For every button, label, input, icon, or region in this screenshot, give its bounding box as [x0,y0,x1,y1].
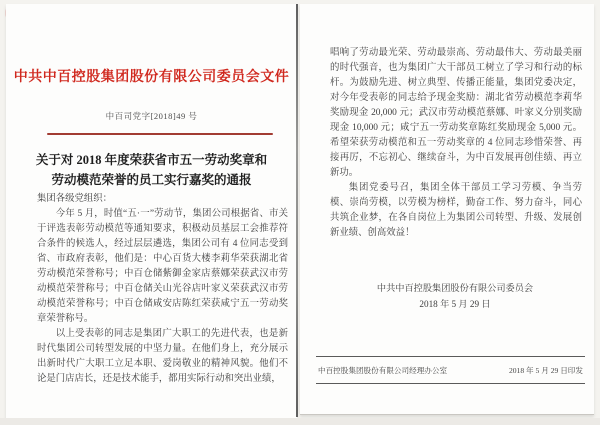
document-title [20,150,283,190]
page2-body [330,46,582,241]
salutation: 集团各级党组织： [37,194,113,204]
signature-block [330,280,580,312]
background-bottom-band [0,418,600,425]
document-title-line2: 劳动模范荣誉的员工实行嘉奖的通报 [51,173,252,187]
body-paragraph: 以上受表彰的同志是集团广大职工的先进代表，也是新时代集团公司转型发展的中坚力量。在他们身上，充分展示出新时代广大职工立足本职、爱岗敬业的精神风貌。他们不论是门店店长，还是技术能手，都用实际行动和突出业绩， [37,329,288,384]
body-paragraph: 集团党委号召，集团全体干部员工学习劳模、争当劳模、崇尚劳模，以劳模为榜样，勤奋工作、努力奋斗，同心共筑企业梦，在各自岗位上为集团公司转型、升级、发展创新业绩、创高效益！ [330,183,582,238]
document-title-line1: 关于对 2018 年度荣获省市五一劳动奖章和 [35,153,268,167]
red-separator-line [47,133,273,135]
page1-body [37,192,288,387]
body-paragraph: 唱响了劳动最光荣、劳动最崇高、劳动最伟大、劳动最美丽的时代强音，也为集团广大干部员工树立了学习和行动的标杆。为鼓励先进、树立典型、传播正能量，集团党委决定，对今年受表彰的同志给予现金奖励：湖北省劳动模范李莉华奖励现金 20,000 元；武汉市劳动模范蔡娜、叶家义分别奖励现金 10,000 元；咸宁五一劳动奖章陈红奖励现金 5,000 元。希望荣获劳动模范和五一劳动奖章的 4 位同志珍惜荣誉、再接再厉，不忘初心、继续奋斗，为中百发展再创佳绩、再立新功。 [330,48,582,178]
page-divider [296,4,298,417]
footer [316,356,585,384]
document-header-red-title: 中共中百控股集团股份有限公司委员会文件 [13,68,290,84]
signature-date: 2018 年 5 月 29 日 [419,299,491,309]
footer-print-date: 2018 年 5 月 29 日印发 [508,365,583,375]
signature-name: 中共中百控股集团股份有限公司委员会 [376,283,534,293]
page-left [6,4,297,419]
body-paragraph: 今年 5 月，时值“五·一”劳动节，集团公司根据省、市关于评选表彰劳动模范等通知要求，积极动员基层工会推荐符合条件的候选人，经过层层遴选，集团公司有 4 位同志受到省、市政府表彰，他们是：中心百货大楼李莉华荣获湖北省劳动模范荣誉称号；中百仓储紫御金家店蔡娜荣获武汉市劳动模范荣誉称号；中百仓储关山光谷店叶家义荣获武汉市劳动模范荣誉称号；中百仓储咸安店陈红荣获咸宁五一劳动奖章荣誉称号。 [37,209,288,324]
footer-office: 中百控股集团股份有限公司经理办公室 [318,365,448,375]
page-right [300,4,594,415]
doc-number: 中百司党字[2018]49 号 [105,111,198,121]
